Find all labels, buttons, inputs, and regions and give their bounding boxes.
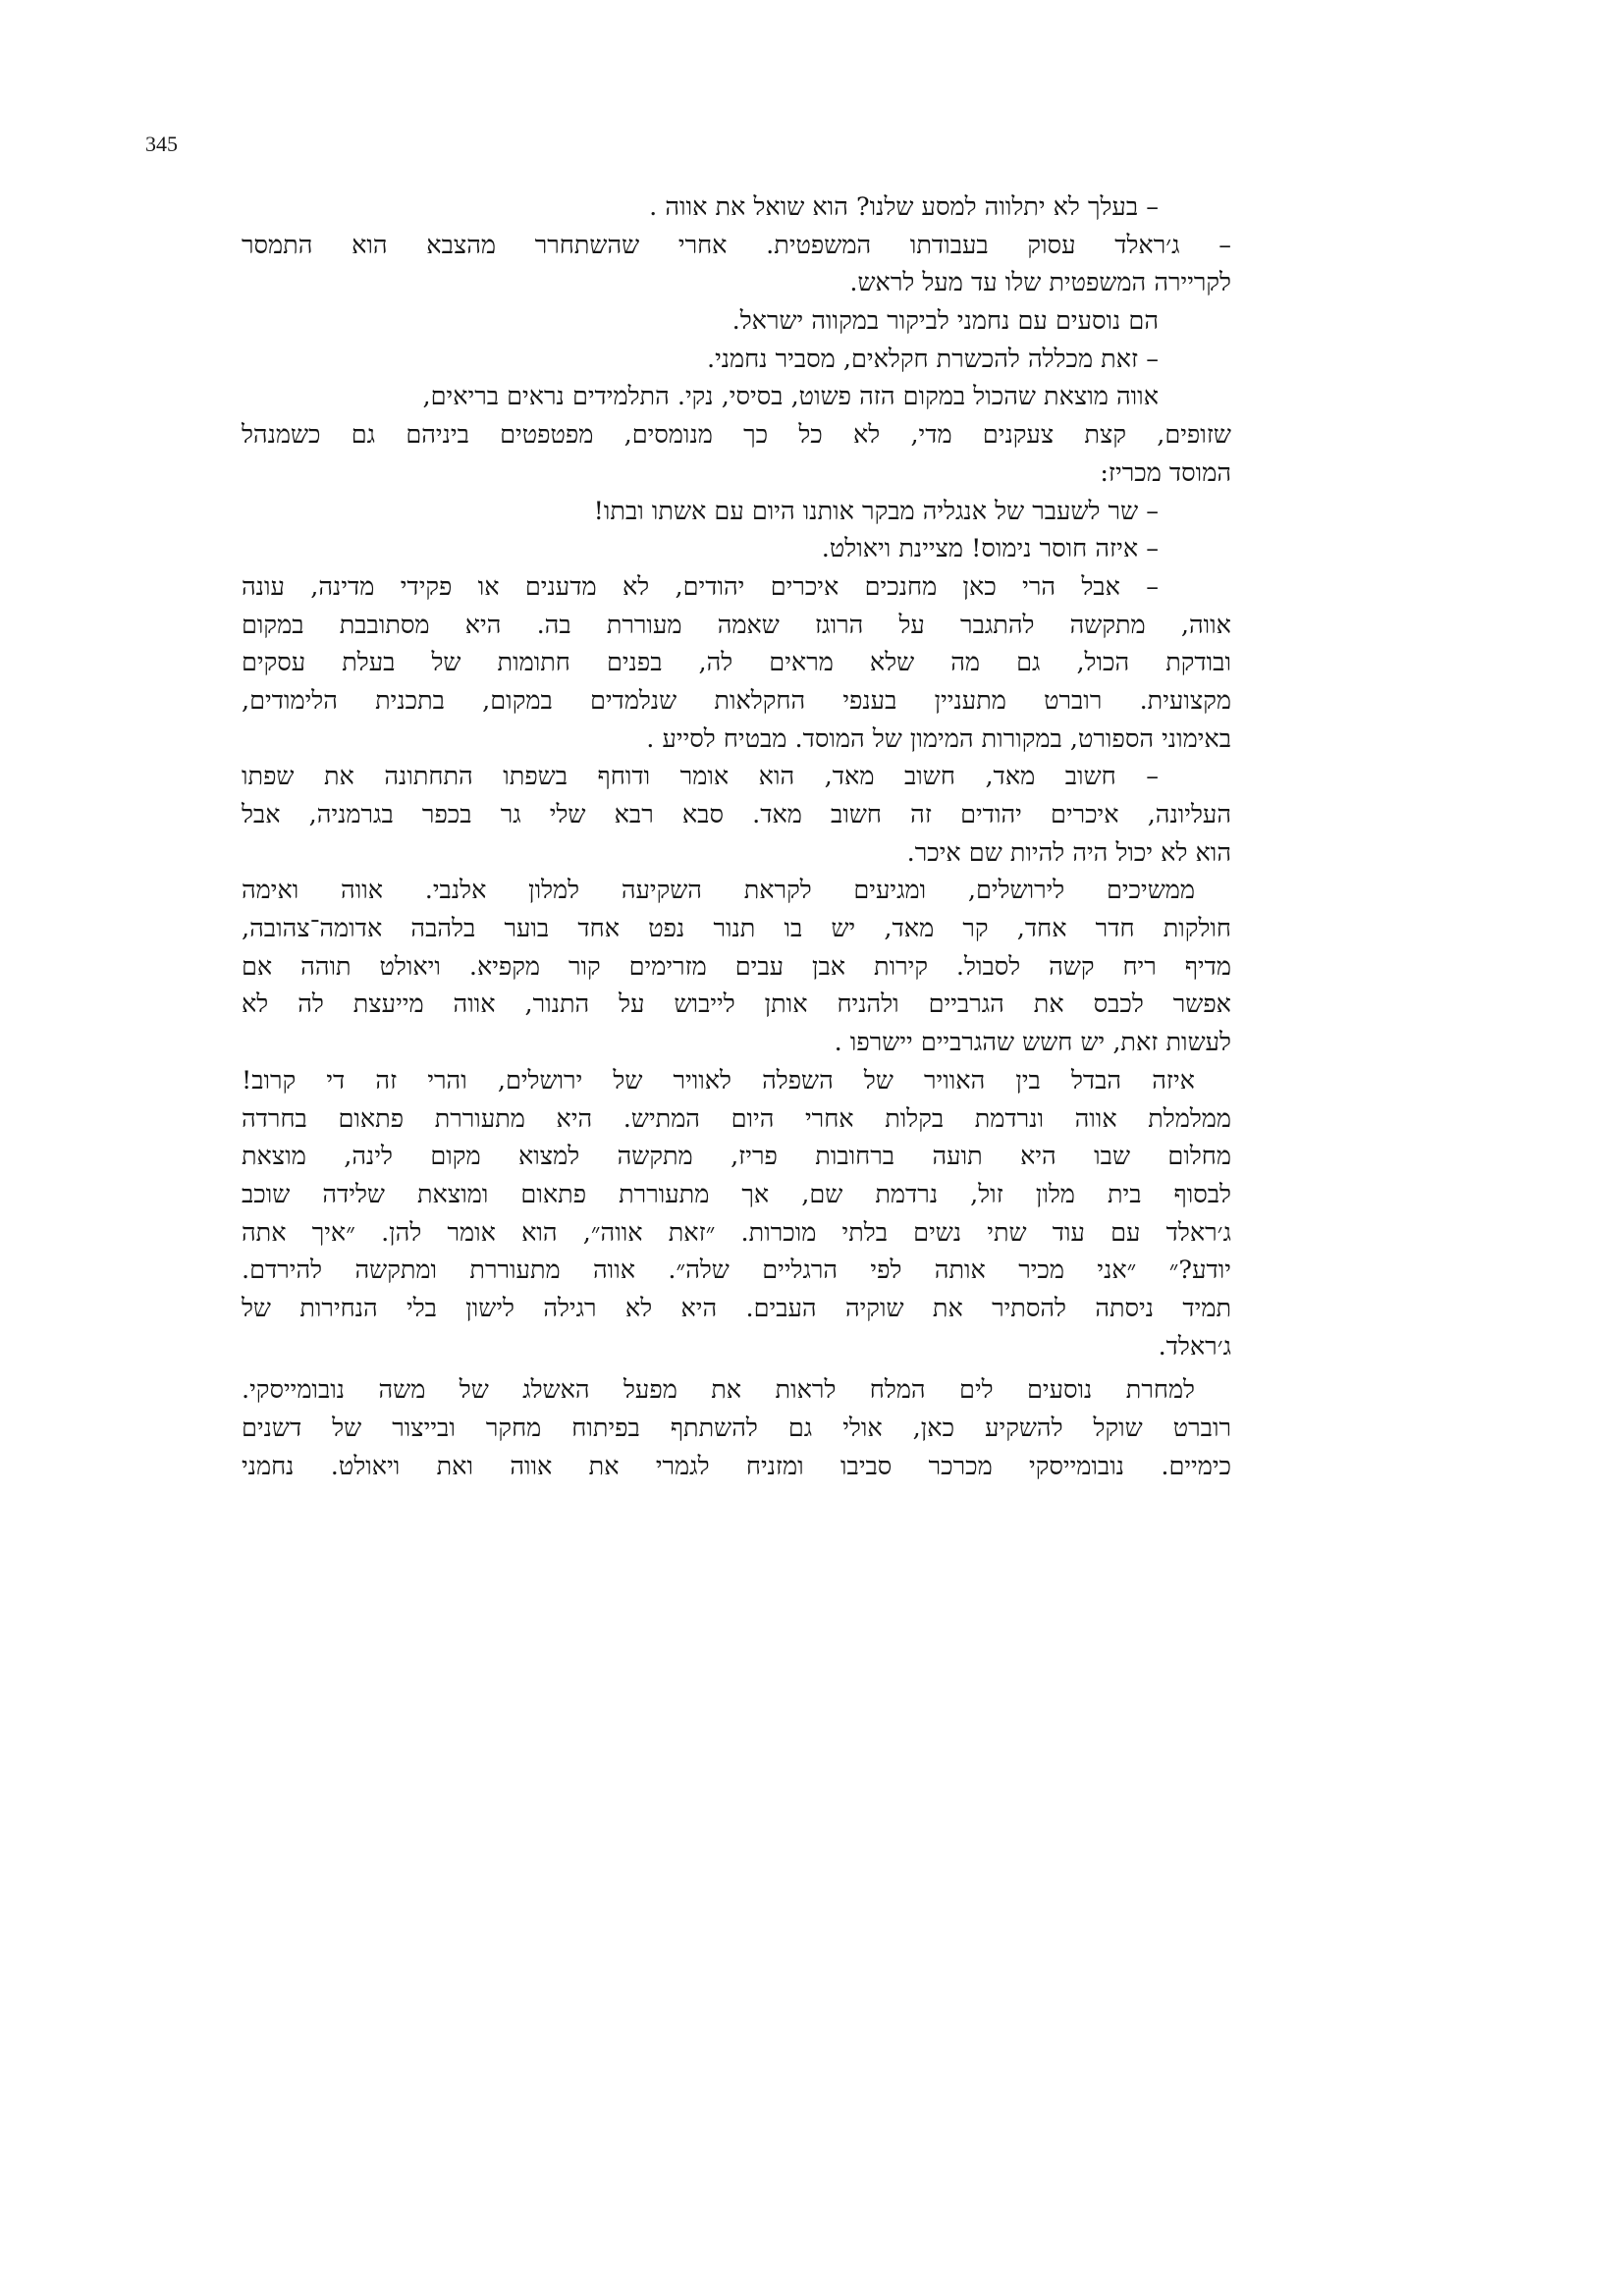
text-line: יודע?״ ״אני מכיר אותה לפי הרגליים שלה״. אווה מתעוררת ומתקשה להירדם. [242, 1255, 1231, 1286]
text-line: הוא לא יכול היה להיות שם איכר. [906, 837, 1231, 868]
text-line: באימוני הספורט, במקורות המימון של המוסד. מבטיח לסייע . [646, 723, 1231, 754]
text-line: אווה מוצאת שהכול במקום הזה פשוט, בסיסי, נקי. התלמידים נראים בריאים, [422, 382, 1159, 412]
text-line: איזה הבדל בין האוויר של השפלה לאוויר של ירושלים, והרי זה די קרוב! [242, 1065, 1195, 1095]
text-line: – אבל הרי כאן מחנכים איכרים יהודים, לא מדענים או פקידי מדינה, עונה [242, 571, 1159, 602]
text-line: – בעלך לא יתלווה למסע שלנו? הוא שואל את אווה . [649, 192, 1159, 222]
text-line: חולקות חדר אחד, קר מאד, יש בו תנור נפט אחד בוער בלהבה אדומה־צהובה, [242, 914, 1231, 944]
text-line: לקריירה המשפטית שלו עד מעל לראש. [849, 268, 1231, 298]
text-line: הם נוסעים עם נחמני לביקור במקווה ישראל. [731, 306, 1159, 337]
text-line: שזופים, קצת צעקנים מדי, לא כל כך מנומסים, מפטפטים ביניהם גם כשמנהל [242, 420, 1231, 451]
text-line: מחלום שבו היא תועה ברחובות פריז, מתקשה למצוא מקום לינה, מוצאת [242, 1142, 1231, 1172]
text-line: ובודקת הכול, גם מה שלא מראים לה, בפנים חתומות של בעלת עסקים [242, 648, 1231, 678]
text-line: – זאת מכללה להכשרת חקלאים, מסביר נחמני. [706, 344, 1159, 374]
text-line: רוברט שוקל להשקיע כאן, אולי גם להשתתף בפיתוח מחקר ובייצור של דשנים [242, 1414, 1231, 1443]
text-line: אפשר לכבס את הגרביים ולהניח אותן לייבוש על התנור, אווה מייעצת לה לא [242, 989, 1231, 1020]
text-line: ממשיכים לירושלים, ומגיעים לקראת השקיעה למלון אלנבי. אווה ואימה [242, 876, 1195, 906]
text-line: כימיים. נובומייסקי מכרכר סביבו ומזניח לגמרי את אווה ואת ויאולט. נחמני [242, 1451, 1231, 1481]
text-line: מקצועית. רוברט מתעניין בענפי החקלאות שנלמדים במקום, בתכנית הלימודים, [242, 685, 1231, 716]
text-line: ממלמלת אווה ונרדמת בקלות אחרי היום המתיש. היא מתעוררת פתאום בחרדה [242, 1103, 1231, 1134]
text-line: – ג׳ראלד עסוק בעבודתו המשפטית. אחרי שהשתחרר מהצבא הוא התמסר [242, 230, 1231, 260]
text-line: אווה, מתקשה להתגבר על הרוגז שאמה מעוררת בה. היא מסתובבת במקום [242, 610, 1231, 640]
text-line: לעשות זאת, יש חשש שהגרביים יישרפו . [834, 1028, 1231, 1058]
text-line: לבסוף בית מלון זול, נרדמת שם, אך מתעוררת פתאום ומוצאת שלידה שוכב [242, 1179, 1231, 1209]
page-number: 345 [145, 132, 178, 156]
text-line: המוסד מכריז: [1100, 457, 1231, 488]
text-line: ג׳ראלד. [1158, 1331, 1231, 1362]
body-text [242, 188, 1231, 1485]
text-line: – חשוב מאד, חשוב מאד, הוא אומר ודוחף בשפתו התחתונה את שפתו [242, 762, 1159, 792]
text-line: ג׳ראלד עם עוד שתי נשים בלתי מוכרות. ״זאת אווה״, הוא אומר להן. ״איך אתה [242, 1217, 1231, 1248]
text-line: תמיד ניסתה להסתיר את שוקיה העבים. היא לא רגילה לישון בלי הנחירות של [242, 1293, 1231, 1323]
text-line: – איזה חוסר נימוס! מציינת ויאולט. [821, 534, 1159, 564]
text-line: – שר לשעבר של אנגליה מבקר אותנו היום עם אשתו ובתו! [593, 496, 1159, 526]
text-line: העליונה, איכרים יהודים זה חשוב מאד. סבא רבא שלי גר בכפר בגרמניה, אבל [242, 800, 1231, 829]
text-line: מדיף ריח קשה לסבול. קירות אבן עבים מזרימים קור מקפיא. ויאולט תוהה אם [242, 951, 1231, 982]
text-line: למחרת נוסעים לים המלח לראות את מפעל האשלג של משה נובומייסקי. [242, 1375, 1195, 1406]
